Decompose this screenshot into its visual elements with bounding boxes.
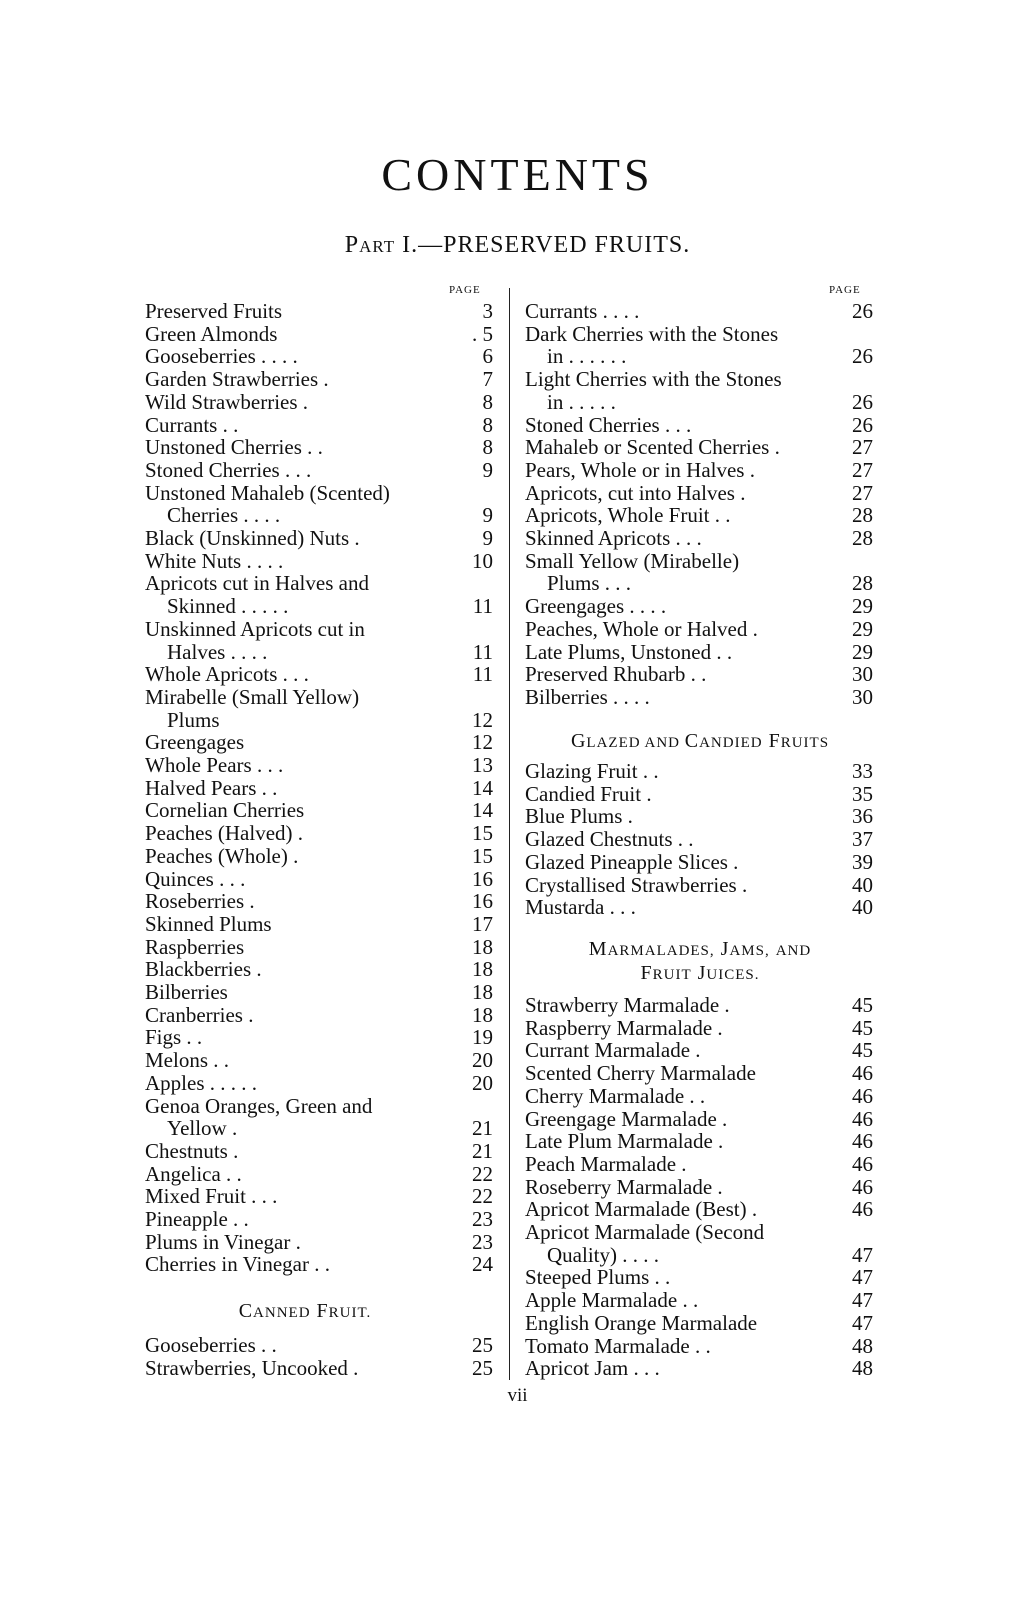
toc-entry-title: Glazed Chestnuts . . — [525, 827, 694, 852]
toc-entry-title: Greengages — [145, 730, 245, 755]
page-column-label-left: PAGE — [449, 284, 481, 296]
toc-entry-title: Unskinned Apricots cut in — [145, 616, 365, 641]
toc-entry-page: 27 — [852, 435, 873, 460]
heading-cap: C — [684, 730, 700, 752]
toc-entry-title: Yellow . — [167, 1116, 238, 1141]
toc-entry-title: Preserved Rhubarb . . — [525, 662, 707, 687]
canned-fruit-heading — [145, 1300, 465, 1323]
page-number: vii — [507, 1385, 528, 1406]
toc-entry-title: Genoa Oranges, Green and — [145, 1093, 373, 1118]
toc-entry-title: Apricots cut in Halves and — [145, 571, 369, 596]
toc-entry-page: 25 — [472, 1355, 493, 1380]
toc-entry-title: Greengages . . . . — [525, 594, 667, 619]
toc-entry-page: 45 — [852, 1015, 873, 1040]
toc-entry-page: 23 — [472, 1229, 493, 1254]
canned-heading-rest-a: ANNED — [253, 1305, 311, 1321]
toc-entry-page: 11 — [472, 594, 493, 619]
toc-entry-title: Apricot Jam . . . — [525, 1356, 660, 1381]
toc-entry-page: 26 — [852, 344, 873, 369]
toc-entry-title: Halved Pears . . — [145, 775, 278, 800]
toc-entry-page: 27 — [852, 480, 873, 505]
toc-entry-title: Apple Marmalade . . — [525, 1288, 699, 1313]
toc-entry-title: Pears, Whole or in Halves . — [525, 457, 755, 482]
glazed-candied-heading — [525, 730, 875, 753]
toc-entry-page: 14 — [472, 798, 493, 823]
part-prefix-rest: ART — [359, 237, 396, 256]
toc-entry-title: Quality) . . . . — [547, 1242, 659, 1267]
toc-entry-page: 48 — [852, 1333, 873, 1358]
toc-entry-page: 26 — [852, 389, 873, 414]
toc-entry-title: Apricot Marmalade (Second — [525, 1220, 765, 1244]
toc-entry-title: Apricots, Whole Fruit . . — [525, 503, 731, 528]
toc-entry-title: Peach Marmalade . — [525, 1151, 687, 1176]
column-divider — [509, 288, 510, 1380]
toc-entry-title: Peaches (Halved) . — [145, 821, 304, 846]
toc-entry-page: 6 — [482, 344, 493, 369]
toc-entry-page: 46 — [852, 1174, 873, 1199]
toc-entry-title: Apricots, cut into Halves . — [525, 480, 746, 505]
toc-entry-title: Peaches, Whole or Halved . — [525, 616, 758, 641]
toc-entry-page: 30 — [852, 662, 873, 687]
part-prefix-cap: P — [344, 232, 360, 258]
toc-entry-page: 28 — [852, 503, 873, 528]
heading-cap: J — [691, 962, 707, 984]
toc-entry-page: 20 — [472, 1070, 493, 1095]
toc-entry-title: Mustarda . . . — [525, 895, 636, 920]
toc-entry-title: Scented Cherry Marmalade — [525, 1061, 756, 1086]
heading-rest: AMS, — [729, 943, 770, 959]
toc-entry-page: 11 — [472, 639, 493, 664]
toc-entry-title: Cranberries . — [145, 1002, 254, 1027]
toc-entry-page: 46 — [852, 1151, 873, 1176]
toc-entry-title: in . . . . . — [547, 389, 616, 414]
toc-entry-page: 8 — [482, 412, 493, 437]
toc-entry-page: 8 — [482, 389, 493, 414]
toc-entry-title: Bilberries — [145, 980, 228, 1004]
toc-entry-page: 12 — [472, 707, 493, 732]
toc-entry-page: 18 — [472, 1002, 493, 1027]
toc-entry-title: Roseberry Marmalade . — [525, 1174, 723, 1199]
toc-entry-title: Plums in Vinegar . — [145, 1229, 301, 1254]
heading-cap: G — [570, 730, 587, 752]
toc-entry-title: Late Plum Marmalade . — [525, 1129, 724, 1154]
marmalades-heading-line2 — [525, 962, 875, 985]
toc-entry-page: 46 — [852, 1106, 873, 1131]
toc-entry-page: 45 — [852, 1038, 873, 1063]
toc-entry-page: 18 — [472, 934, 493, 959]
toc-entry-title: Bilberries . . . . — [525, 684, 650, 709]
toc-entry-title: Plums . . . — [547, 571, 632, 596]
toc-entry-page: 26 — [852, 299, 873, 323]
toc-entry-page: 26 — [852, 412, 873, 437]
toc-entry-title: Unstoned Mahaleb (Scented) — [145, 480, 390, 505]
toc-entry-page: 12 — [472, 730, 493, 755]
part-title: I.—PRESERVED FRUITS. — [395, 232, 691, 258]
toc-entry-page: 23 — [472, 1207, 493, 1231]
toc-entry-page: 47 — [852, 1288, 873, 1313]
toc-entry-title: English Orange Marmalade — [525, 1310, 758, 1335]
toc-entry-title: Skinned . . . . . — [167, 594, 289, 619]
page-column-label-right: PAGE — [829, 284, 861, 296]
toc-entry-title: Strawberry Marmalade . — [525, 993, 730, 1017]
toc-entry-page: 37 — [852, 827, 873, 852]
toc-entry-title: Figs . . — [145, 1025, 203, 1050]
heading-cap: F — [640, 962, 653, 984]
toc-entry-title: Dark Cherries with the Stones — [525, 321, 779, 346]
toc-entry-page: 22 — [472, 1184, 493, 1209]
toc-entry-title: Apricot Marmalade (Best) . — [525, 1197, 758, 1222]
toc-entry-title: Crystallised Strawberries . — [525, 872, 748, 897]
toc-entry-page: 19 — [472, 1025, 493, 1050]
toc-entry-title: Cornelian Cherries — [145, 798, 305, 823]
toc-entry-title: Apples . . . . . — [145, 1070, 257, 1095]
toc-entry-page: 11 — [472, 662, 493, 687]
toc-entry-page: 7 — [482, 367, 493, 392]
toc-entry-page: 13 — [472, 753, 493, 777]
toc-entry-title: Gooseberries . . . . — [145, 344, 298, 369]
toc-entry-title: Late Plums, Unstoned . . — [525, 639, 733, 664]
toc-entry-page: 14 — [472, 775, 493, 800]
toc-entry-title: Roseberries . — [145, 889, 255, 914]
heading-cap: J — [714, 938, 730, 960]
toc-entry-title: Stoned Cherries . . . — [145, 457, 312, 482]
toc-entry-title: Raspberry Marmalade . — [525, 1015, 723, 1040]
toc-entry-page: 48 — [852, 1356, 873, 1381]
toc-entry-title: in . . . . . . — [547, 344, 627, 369]
heading-cap: F — [762, 730, 781, 752]
toc-entry-title: Halves . . . . — [167, 639, 268, 664]
toc-entry-page: 28 — [852, 526, 873, 550]
toc-entry-title: Green Almonds — [145, 321, 278, 346]
toc-entry-page: 18 — [472, 957, 493, 982]
toc-entry-page: 46 — [852, 1197, 873, 1222]
toc-entry-title: Steeped Plums . . — [525, 1265, 671, 1290]
toc-entry-page: 47 — [852, 1265, 873, 1290]
toc-entry-title: Small Yellow (Mirabelle) — [525, 548, 740, 573]
toc-entry-page: 28 — [852, 571, 873, 596]
toc-entry-title: Cherries in Vinegar . . — [145, 1252, 330, 1277]
heading-rest: RUITS — [780, 735, 830, 751]
toc-entry-title: Glazed Pineapple Slices . — [525, 849, 739, 874]
toc-entry-page: 18 — [472, 980, 493, 1004]
toc-entry-page: 47 — [852, 1310, 873, 1335]
toc-entry-page: 16 — [472, 866, 493, 891]
toc-entry-title: Whole Apricots . . . — [145, 662, 309, 687]
toc-entry-page: 29 — [852, 639, 873, 664]
canned-heading-rest-b: RUIT. — [328, 1305, 372, 1321]
heading-rest: RUIT — [652, 967, 692, 983]
toc-entry-title: Angelica . . — [145, 1161, 242, 1186]
toc-entry-page: 10 — [472, 548, 493, 573]
toc-entry-page: 9 — [482, 526, 493, 550]
part-heading — [0, 232, 1035, 259]
toc-entry-page: 40 — [852, 895, 873, 920]
toc-entry-page: 9 — [482, 457, 493, 482]
heading-rest: ANDIED — [699, 735, 763, 751]
toc-entry-title: Wild Strawberries . — [145, 389, 309, 414]
toc-entry-page: 45 — [852, 993, 873, 1017]
toc-entry-title: Strawberries, Uncooked . — [145, 1355, 359, 1380]
toc-entry-page: 21 — [472, 1138, 493, 1163]
toc-entry-page: 46 — [852, 1129, 873, 1154]
canned-heading-cap-a: C — [238, 1300, 254, 1322]
toc-entry-title: Whole Pears . . . — [145, 753, 284, 777]
toc-entry-title: Currant Marmalade . — [525, 1038, 701, 1063]
toc-entry-title: Stoned Cherries . . . — [525, 412, 692, 437]
toc-entry-page: 29 — [852, 594, 873, 619]
toc-entry-title: Glazing Fruit . . — [525, 759, 659, 783]
toc-entry-page: 15 — [472, 821, 493, 846]
toc-entry-title: Skinned Plums — [145, 911, 272, 936]
toc-entry-page: 17 — [472, 911, 493, 936]
toc-entry-title: Mixed Fruit . . . — [145, 1184, 278, 1209]
toc-entry-page: 47 — [852, 1242, 873, 1267]
heading-rest: AND — [640, 735, 685, 751]
toc-entry-page: 46 — [852, 1083, 873, 1108]
toc-entry-title: Preserved Fruits — [145, 299, 283, 323]
toc-entry-title: Skinned Apricots . . . — [525, 526, 702, 550]
toc-entry-title: Tomato Marmalade . . — [525, 1333, 711, 1358]
heading-rest: AND — [775, 943, 812, 959]
heading-rest: LAZED — [586, 735, 641, 751]
toc-entry-page: 39 — [852, 849, 873, 874]
toc-entry-page: 36 — [852, 804, 873, 829]
toc-entry-page: 21 — [472, 1116, 493, 1141]
toc-entry-page: 25 — [472, 1333, 493, 1357]
toc-entry-title: Black (Unskinned) Nuts . — [145, 526, 360, 550]
page-title: CONTENTS — [381, 149, 654, 200]
toc-entry-page: . 5 — [472, 321, 493, 346]
toc-entry-page: 40 — [852, 872, 873, 897]
toc-entry-page: 3 — [482, 299, 493, 323]
toc-entry-page: 8 — [482, 435, 493, 460]
toc-entry-title: Cherry Marmalade . . — [525, 1083, 706, 1108]
marmalades-heading-line1 — [525, 938, 875, 961]
canned-heading-cap-b: F — [316, 1300, 329, 1322]
toc-entry-title: Unstoned Cherries . . — [145, 435, 323, 460]
heading-cap: M — [588, 938, 608, 960]
toc-entry-title: Cherries . . . . — [167, 503, 281, 528]
toc-entry-page: 9 — [482, 503, 493, 528]
toc-entry-title: Mahaleb or Scented Cherries . — [525, 435, 780, 460]
toc-entry-title: Chestnuts . — [145, 1138, 239, 1163]
toc-entry-page: 35 — [852, 781, 873, 806]
toc-entry-page: 15 — [472, 843, 493, 868]
toc-entry-title: Plums — [167, 707, 220, 732]
toc-entry-title: Light Cherries with the Stones — [525, 367, 782, 392]
toc-entry-title: Candied Fruit . — [525, 781, 652, 806]
toc-entry-title: White Nuts . . . . — [145, 548, 284, 573]
toc-entry-page: 27 — [852, 457, 873, 482]
toc-entry-page: 33 — [852, 759, 873, 783]
toc-entry-page: 29 — [852, 616, 873, 641]
toc-entry-title: Gooseberries . . — [145, 1333, 277, 1357]
toc-entry-title: Currants . . — [145, 412, 239, 437]
toc-entry-page: 46 — [852, 1061, 873, 1086]
toc-entry-page: 24 — [472, 1252, 493, 1277]
heading-rest: ARMALADES, — [607, 943, 715, 959]
toc-entry-title: Quinces . . . — [145, 866, 246, 891]
toc-entry-page: 16 — [472, 889, 493, 914]
toc-entry-page: 30 — [852, 684, 873, 709]
toc-entry-title: Raspberries — [145, 934, 245, 959]
toc-entry-page: 22 — [472, 1161, 493, 1186]
toc-entry-title: Currants . . . . — [525, 299, 640, 323]
toc-entry-title: Peaches (Whole) . — [145, 843, 299, 868]
toc-entry-title: Blue Plums . — [525, 804, 633, 829]
toc-entry-page: 20 — [472, 1048, 493, 1073]
toc-entry-title: Mirabelle (Small Yellow) — [145, 684, 360, 709]
toc-entry-title: Pineapple . . — [145, 1207, 249, 1231]
toc-entry-title: Blackberries . — [145, 957, 262, 982]
toc-entry-title: Greengage Marmalade . — [525, 1106, 728, 1131]
heading-rest: UICES. — [706, 967, 760, 983]
toc-entry-title: Melons . . — [145, 1048, 229, 1073]
toc-entry-title: Garden Strawberries . — [145, 367, 329, 392]
